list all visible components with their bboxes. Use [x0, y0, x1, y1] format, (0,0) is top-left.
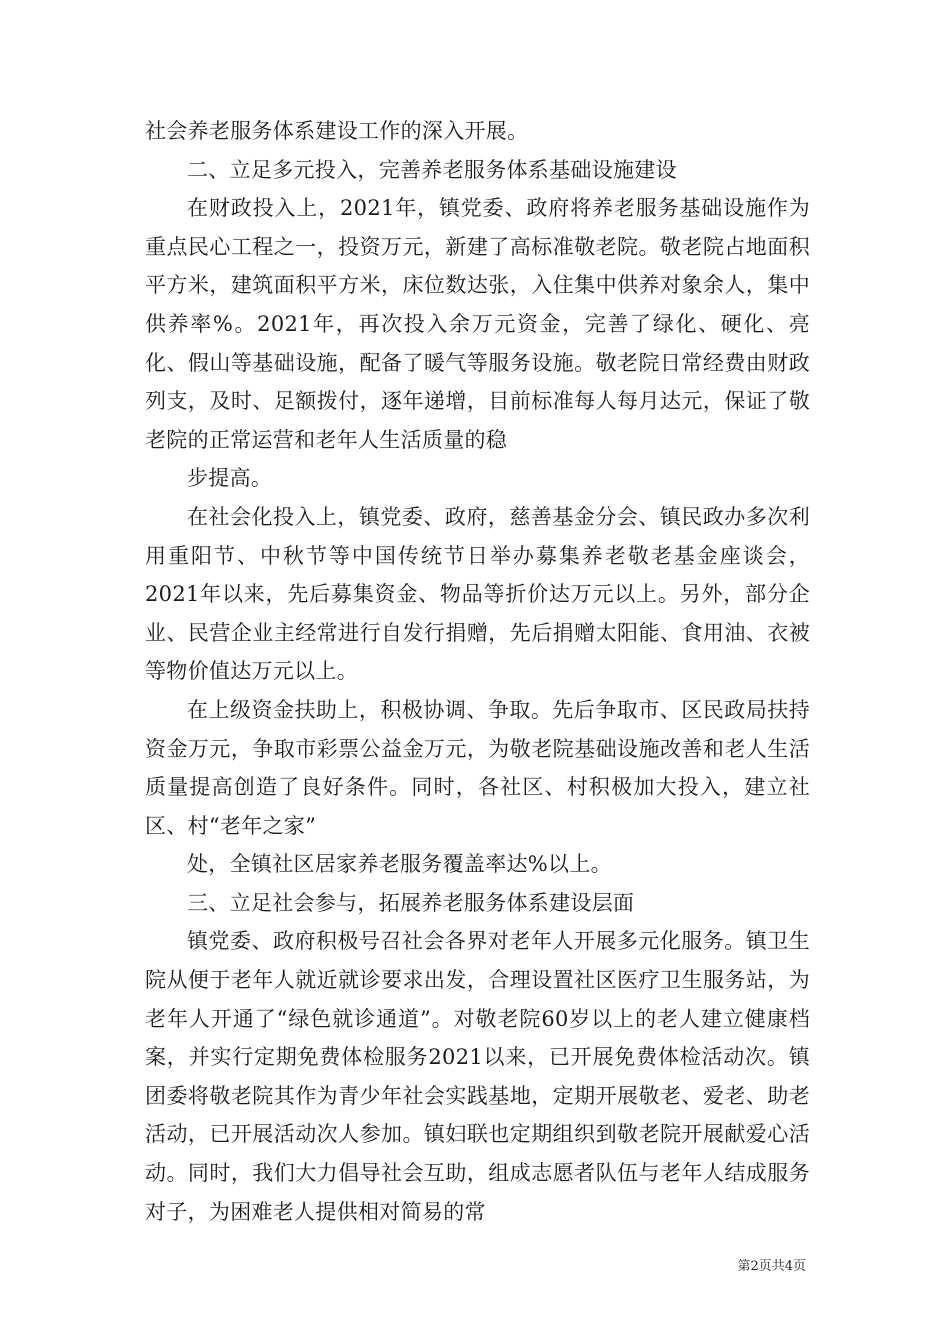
paragraph: 步提高。 [187, 466, 273, 491]
document-body [145, 112, 810, 1231]
section-heading: 三、立足社会参与，拓展养老服务体系建设层面 [187, 890, 635, 915]
paragraph: 在财政投入上，2021年，镇党委、政府将养老服务基础设施作为重点民心工程之一，投资万元，新建了高标准敬老院。敬老院占地面积平方米，建筑面积平方米，床位数达张，入住集中供养对象余人，集中供养率%。2021年，再次投入余万元资金，完善了绿化、硬化、亮化、假山等基础设施，配备了暖气等服务设施。敬老院日常经费由财政列支，及时、足额拨付，逐年递增，目前标准每人每月达元，保证了敬老院的正常运营和老年人生活质量的稳 [145, 196, 810, 452]
paragraph: 在上级资金扶助上，积极协调、争取。先后争取市、区民政局扶持资金万元，争取市彩票公益金万元，为敬老院基础设施改善和老人生活质量提高创造了良好条件。同时，各社区、村积极加大投入，建立社区、村“老年之家” [145, 697, 810, 838]
paragraph: 处，全镇社区居家养老服务覆盖率达%以上。 [187, 852, 612, 877]
paragraph: 社会养老服务体系建设工作的深入开展。 [145, 119, 529, 143]
page-number: 第2页共4页 [737, 1259, 806, 1274]
section-heading: 二、立足多元投入，完善养老服务体系基础设施建设 [187, 157, 677, 182]
paragraph: 在社会化投入上，镇党委、政府，慈善基金分会、镇民政办多次利用重阳节、中秋节等中国传统节日举办募集养老敬老基金座谈会，2021年以来，先后募集资金、物品等折价达万元以上。另外，部分企业、民营企业主经常进行自发行捐赠，先后捐赠太阳能、食用油、衣被等物价值达万元以上。 [145, 504, 810, 684]
paragraph: 镇党委、政府积极号召社会各界对老年人开展多元化服务。镇卫生院从便于老年人就近就诊要求出发，合理设置社区医疗卫生服务站，为老年人开通了“绿色就诊通道”。对敬老院60岁以上的老人建立健康档案，并实行定期免费体检服务2021以来，已开展免费体检活动次。镇团委将敬老院其作为青少年社会实践基地，定期开展敬老、爱老、助老活动，已开展活动次人参加。镇妇联也定期组织到敬老院开展献爱心活动。同时，我们大力倡导社会互助，组成志愿者队伍与老年人结成服务对子，为困难老人提供相对简易的常 [145, 929, 810, 1224]
